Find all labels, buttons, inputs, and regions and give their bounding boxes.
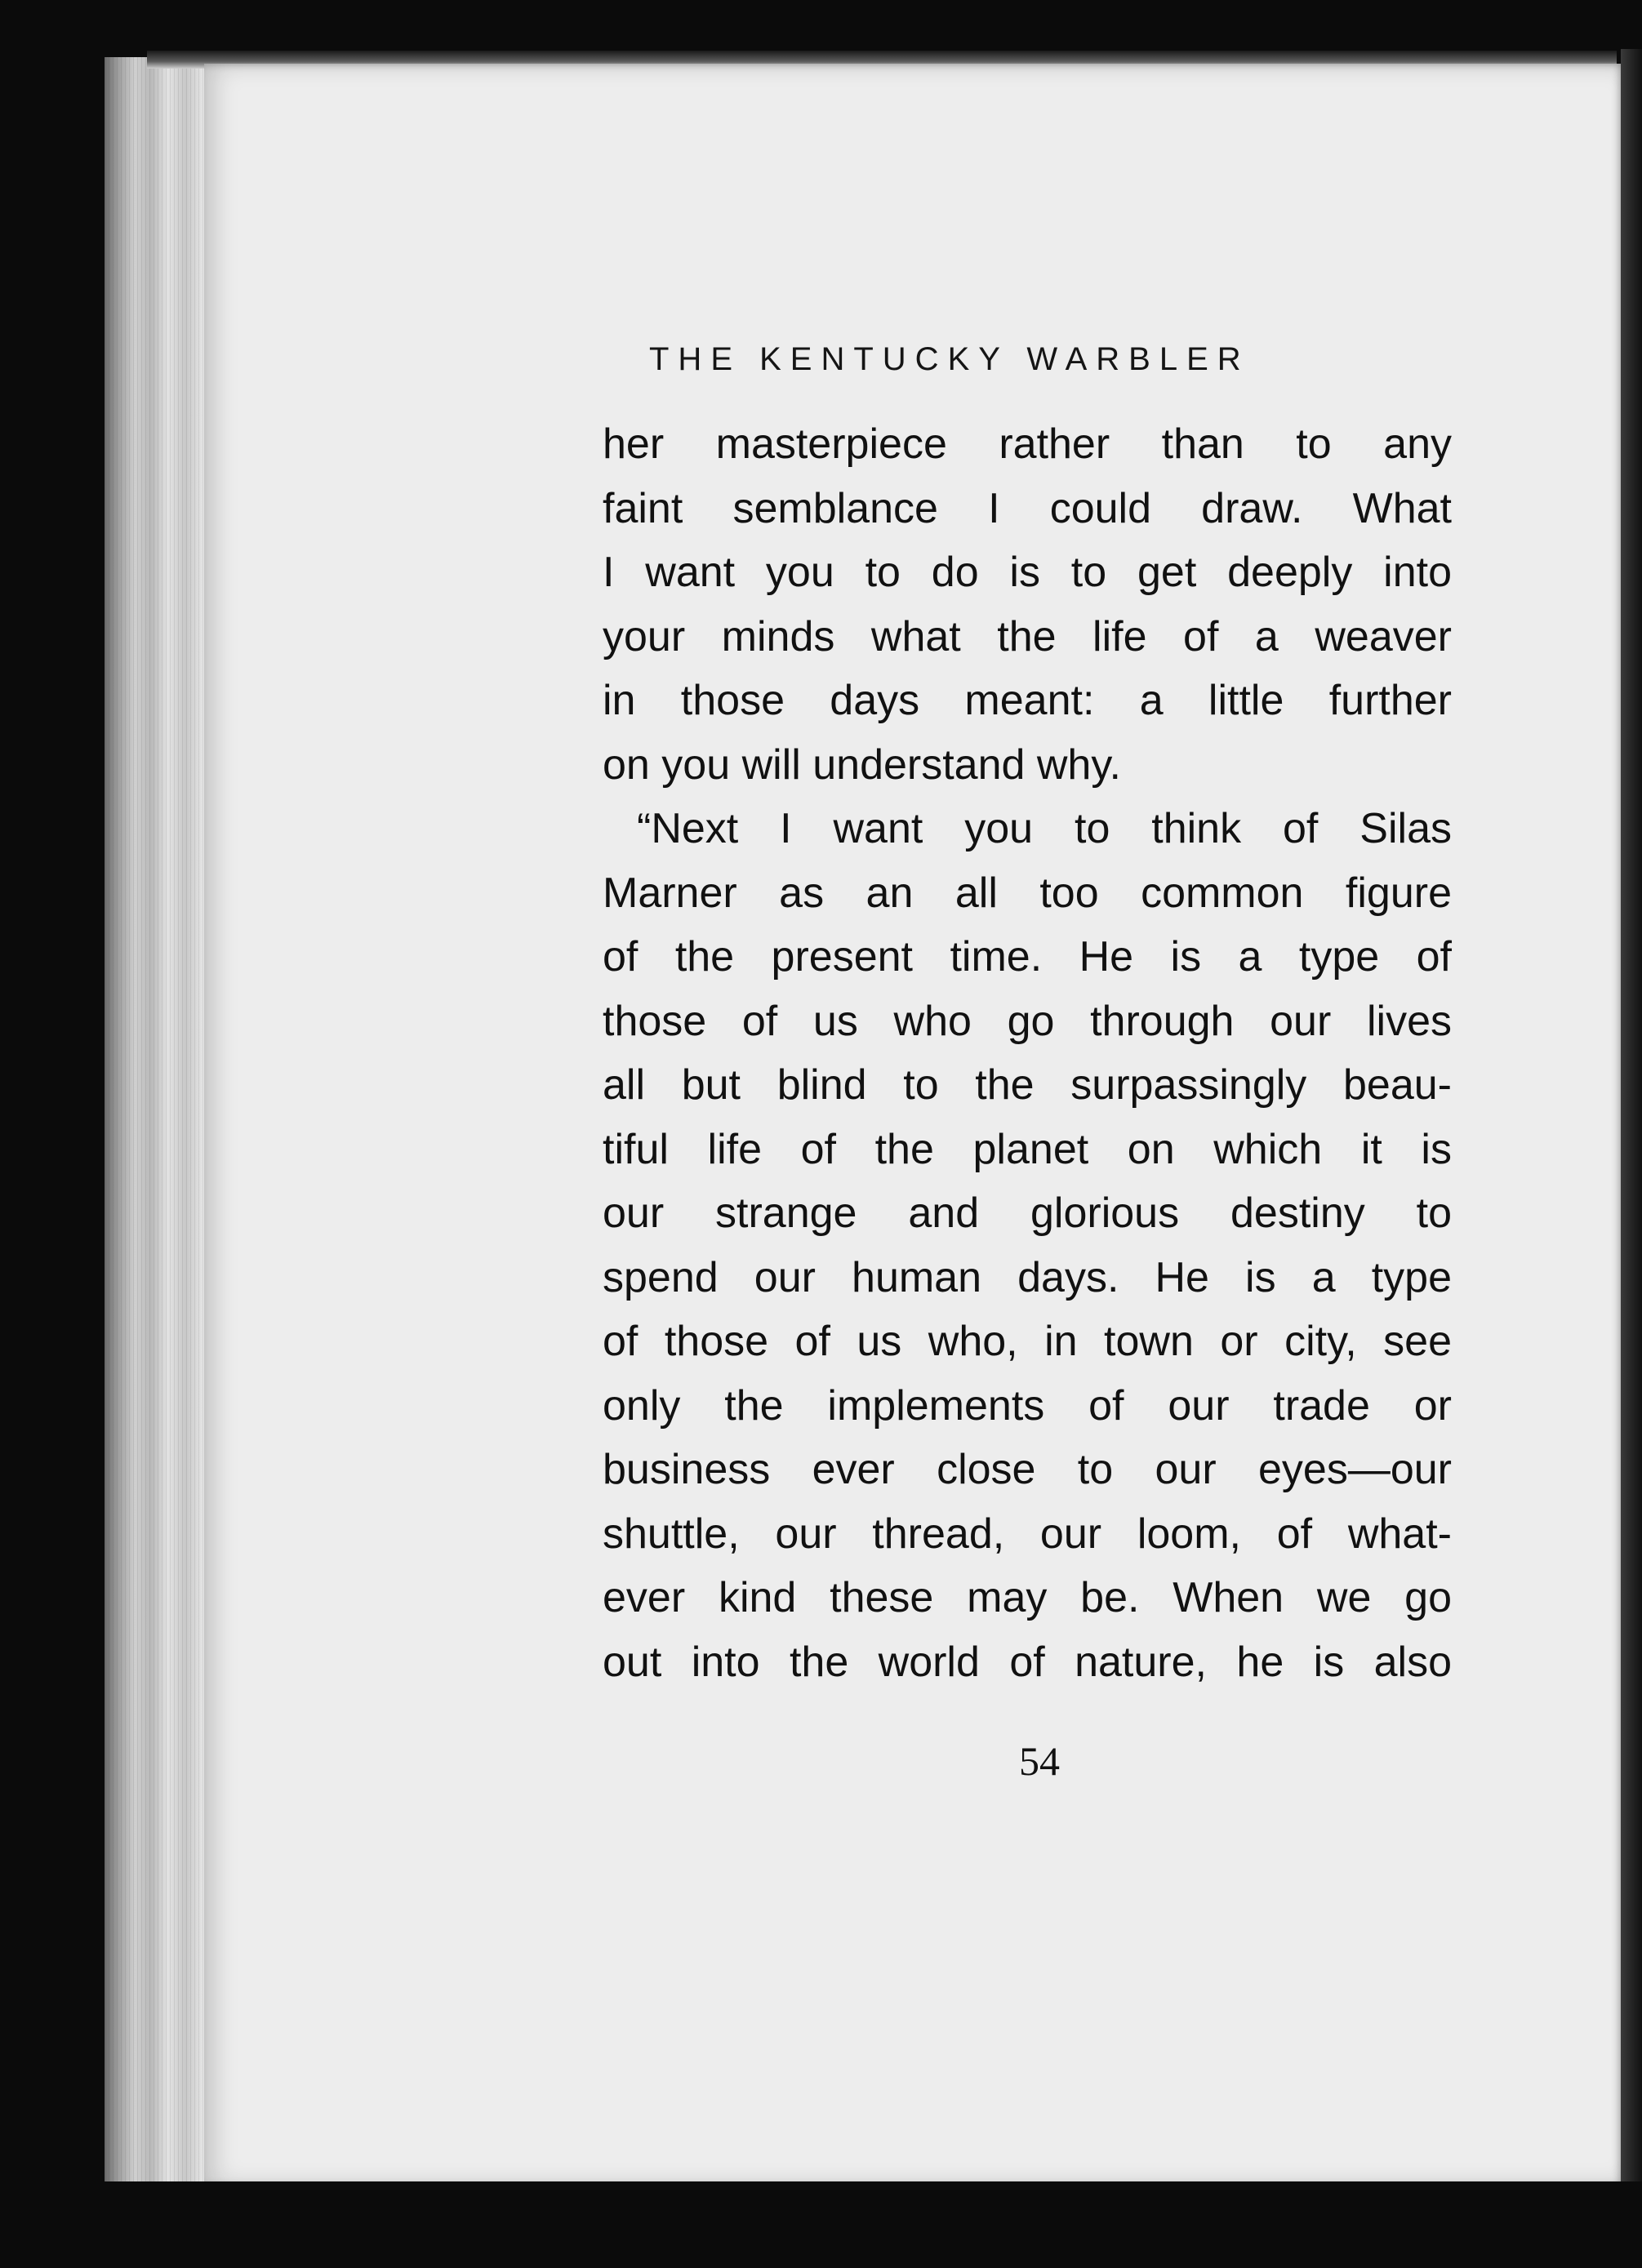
text-line: ever kind these may be. When we go bbox=[603, 1574, 1452, 1621]
text-line: faint semblance I could draw. What bbox=[603, 484, 1452, 532]
text-line: business ever close to our eyes—our bbox=[603, 1446, 1452, 1493]
text-line: our strange and glorious destiny to bbox=[603, 1190, 1452, 1237]
text-line: Marner as an all too common figure bbox=[603, 869, 1452, 917]
running-head: THE KENTUCKY WARBLER bbox=[649, 341, 1250, 377]
text-line: I want you to do is to get deeply into bbox=[603, 549, 1452, 596]
text-line: shuttle, our thread, our loom, of what- bbox=[603, 1510, 1452, 1558]
text-line: out into the world of nature, he is also bbox=[603, 1638, 1452, 1686]
body-text bbox=[603, 412, 1452, 1694]
text-line: her masterpiece rather than to any bbox=[603, 420, 1452, 468]
text-line: spend our human days. He is a type bbox=[603, 1253, 1452, 1301]
text-line: in those days meant: a little further bbox=[603, 677, 1452, 724]
bottom-border bbox=[105, 2181, 1642, 2268]
text-line: on you will understand why. bbox=[603, 740, 1121, 789]
text-line: your minds what the life of a weaver bbox=[603, 612, 1452, 660]
text-line: “Next I want you to think of Silas bbox=[637, 805, 1452, 852]
text-line: only the implements of our trade or bbox=[603, 1381, 1452, 1430]
text-line: tiful life of the planet on which it is bbox=[603, 1125, 1452, 1173]
text-line: of the present time. He is a type of bbox=[603, 933, 1452, 981]
page-number: 54 bbox=[1019, 1738, 1060, 1784]
right-edge-shadow bbox=[1621, 49, 1642, 2237]
text-line: of those of us who, in town or city, see bbox=[603, 1318, 1452, 1365]
text-line: those of us who go through our lives bbox=[603, 997, 1452, 1045]
text-line: all but blind to the surpassingly beau- bbox=[603, 1061, 1452, 1109]
